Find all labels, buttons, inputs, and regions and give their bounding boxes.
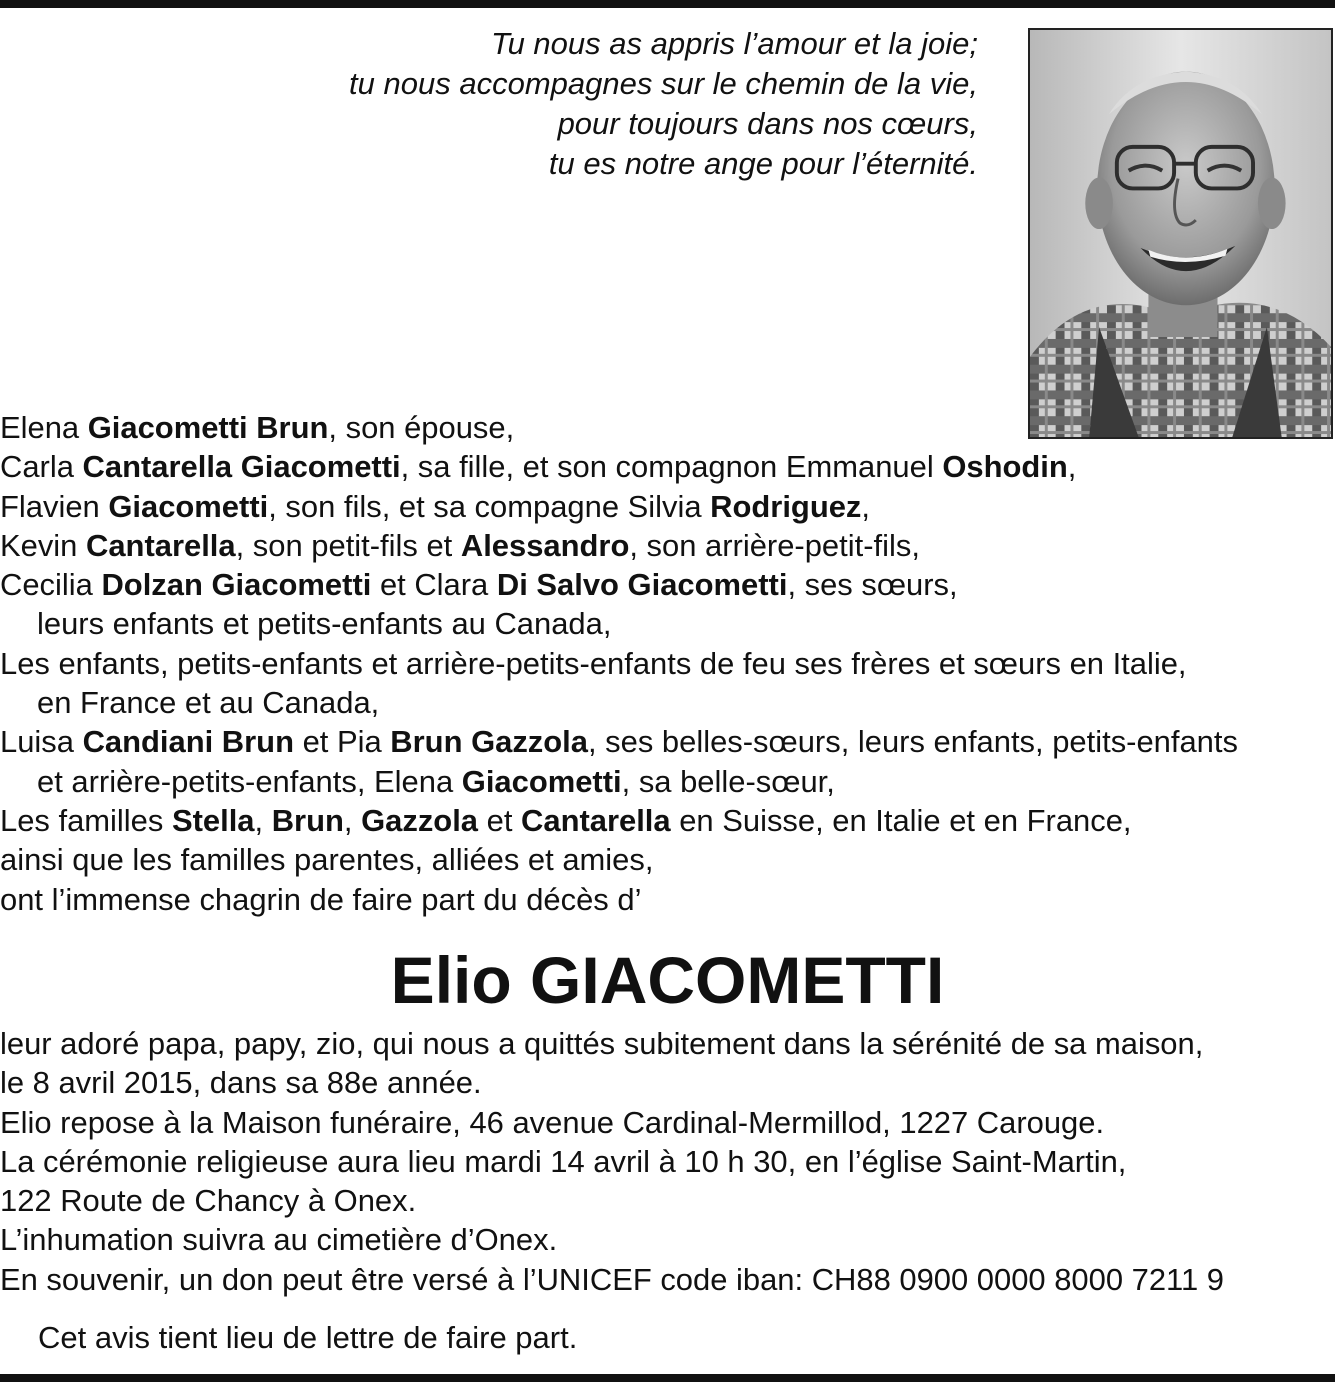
poem-line: tu nous accompagnes sur le chemin de la vie, [349,66,978,101]
top-rule [0,0,1335,8]
family-line [0,487,1335,526]
text: et Pia [293,724,391,760]
family-line [0,408,1335,447]
text: , [861,488,871,524]
text: Carla [0,449,83,485]
poem-line: tu es notre ange pour l’éternité. [548,146,978,181]
closing-note: Cet avis tient lieu de lettre de faire part. [38,1320,578,1355]
text: en Suisse, en Italie et en France, [670,802,1132,838]
family-line [0,722,1335,761]
family-line: en France et au Canada, [37,685,380,721]
text: et arrière-petits-enfants, Elena [37,763,462,799]
text: Les familles [0,802,172,838]
name-bold: Di Salvo Giacometti [496,567,788,603]
details-line: En souvenir, un don peut être versé à l’UNICEF code iban: CH88 0900 0000 8000 7211 9 [0,1261,1224,1297]
family-line [0,565,1335,604]
text: , sa belle-sœur, [621,763,835,799]
family-list [0,408,1335,919]
family-line [0,801,1335,840]
name-bold: Oshodin [942,449,1068,485]
deceased-name: Elio GIACOMETTI [390,943,945,1017]
details-line: L’inhumation suivra au cimetière d’Onex. [0,1222,558,1258]
text: Kevin [0,527,86,563]
name-bold: Alessandro [460,527,630,563]
details-block [0,1024,1335,1299]
details-line: Elio repose à la Maison funéraire, 46 avenue Cardinal-Mermillod, 1227 Carouge. [0,1104,1105,1140]
family-line: Les enfants, petits-enfants et arrière-petits-enfants de feu ses frères et sœurs en Italie, [0,645,1187,681]
text: , [343,802,362,838]
name-bold: Candiani Brun [82,724,294,760]
text: Cecilia [0,567,102,603]
details-line: 122 Route de Chancy à Onex. [0,1183,417,1219]
portrait-image [1030,30,1331,437]
portrait-photo [1028,28,1333,439]
poem [240,24,978,184]
name-bold: Giacometti [461,763,622,799]
text: , son épouse, [328,410,515,445]
name-bold: Giacometti Brun [87,410,329,445]
name-bold: Gazzola [361,802,479,838]
family-line [0,526,1335,565]
name-bold: Brun Gazzola [390,724,588,760]
family-line [0,762,1335,801]
family-line [0,447,1335,486]
name-bold: Giacometti [108,488,269,524]
text: , [1067,449,1077,485]
text: et Clara [371,567,497,603]
name-bold: Rodriguez [710,488,862,524]
name-bold: Cantarella [521,802,671,838]
details-line: La cérémonie religieuse aura lieu mardi 14 avril à 10 h 30, en l’église Saint-Martin, [0,1143,1127,1179]
family-line: ainsi que les familles parentes, alliées et amies, [0,842,654,878]
text: et [478,802,522,838]
family-line: ont l’immense chagrin de faire part du décès d’ [0,881,642,917]
text: Luisa [0,724,83,760]
poem-line: Tu nous as appris l’amour et la joie; [490,26,978,61]
text: , sa fille, et son compagnon Emmanuel [400,449,943,485]
bottom-rule [0,1374,1335,1382]
text: , [254,802,272,838]
text: , son fils, et sa compagne Silvia [268,488,711,524]
name-bold: Brun [271,802,344,838]
text: Elena [0,410,88,445]
name-bold: Cantarella Giacometti [82,449,401,485]
text: , son petit-fils et [235,527,461,563]
text: Flavien [0,488,109,524]
text: , son arrière-petit-fils, [629,527,920,563]
text: , ses sœurs, [787,567,958,603]
name-bold: Dolzan Giacometti [101,567,372,603]
details-line: leur adoré papa, papy, zio, qui nous a quittés subitement dans la sérénité de sa maison, [0,1026,1204,1061]
poem-line: pour toujours dans nos cœurs, [557,106,978,141]
name-bold: Stella [171,802,255,838]
text: , ses belles-sœurs, leurs enfants, petits-enfants [587,724,1238,760]
details-line: le 8 avril 2015, dans sa 88e année. [0,1065,482,1101]
family-line: leurs enfants et petits-enfants au Canada, [37,606,612,642]
name-bold: Cantarella [86,527,236,563]
